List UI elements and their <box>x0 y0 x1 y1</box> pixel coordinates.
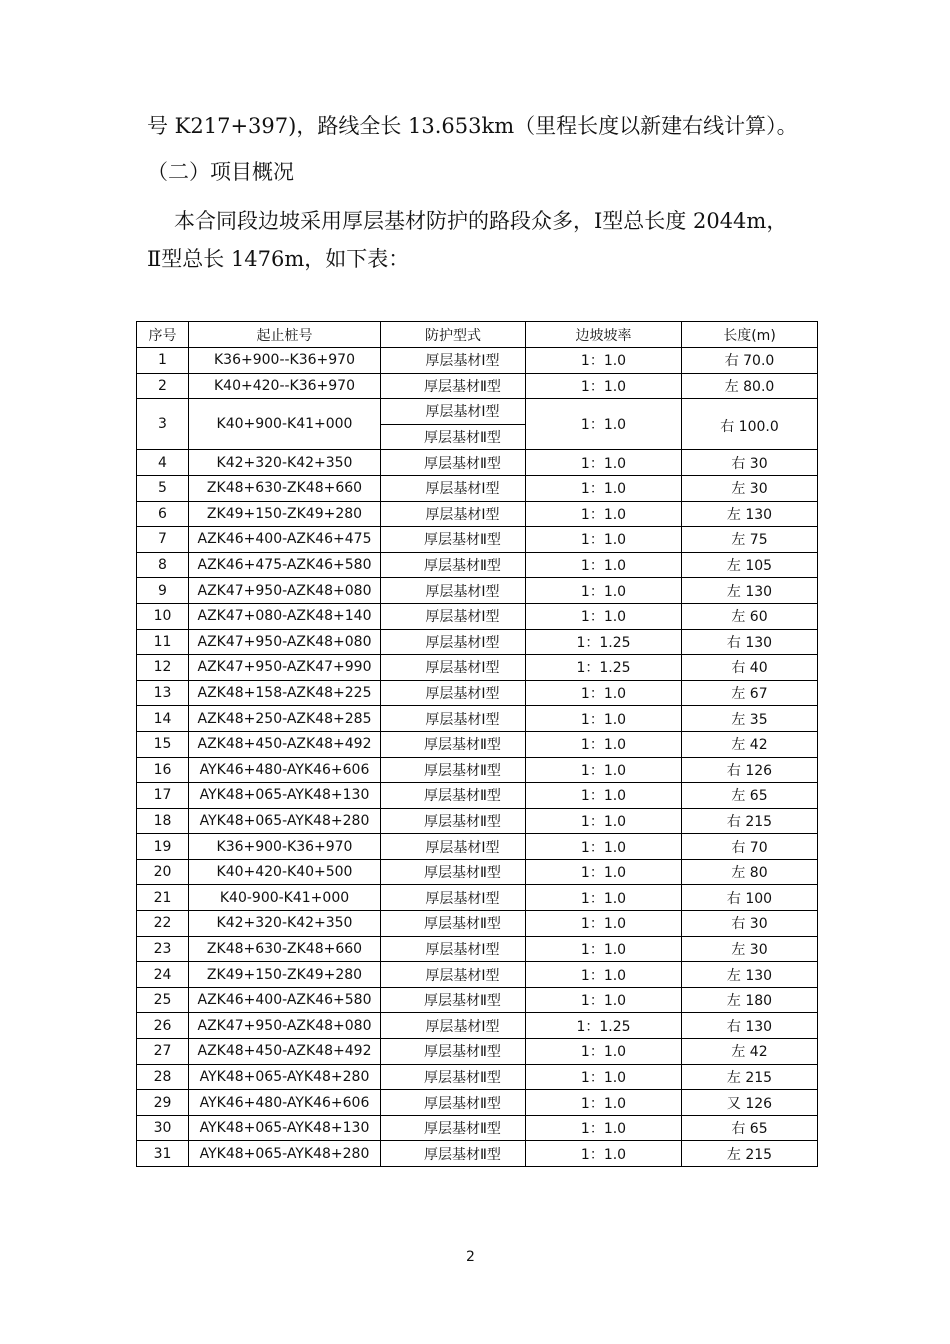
overview-paragraph-line-2: Ⅱ型总长 1476m，如下表： <box>147 247 410 271</box>
row-range: ZK49+150-ZK49+280 <box>189 501 381 527</box>
row-length: 左 42 <box>682 1039 818 1065</box>
row-slope: 1：1.0 <box>526 1090 682 1116</box>
table-row <box>137 1090 818 1116</box>
row-slope: 1：1.25 <box>526 629 682 655</box>
row-range: K36+900-K36+970 <box>189 834 381 860</box>
table-row <box>137 1013 818 1039</box>
row-length: 左 105 <box>682 552 818 578</box>
row-index: 13 <box>137 680 189 706</box>
row-length: 右 100.0 <box>682 399 818 450</box>
row-range: AZK48+158-AZK48+225 <box>189 680 381 706</box>
row-index: 12 <box>137 655 189 681</box>
row-length: 右 40 <box>682 655 818 681</box>
row-index: 20 <box>137 859 189 885</box>
row-length: 左 75 <box>682 527 818 553</box>
row-length: 右 70 <box>682 834 818 860</box>
row-index: 27 <box>137 1039 189 1065</box>
row-type: 厚层基材Ⅰ型 <box>381 578 526 604</box>
table-row <box>137 911 818 937</box>
row-range: AZK46+400-AZK46+475 <box>189 527 381 553</box>
row-index: 17 <box>137 783 189 809</box>
row-type: 厚层基材Ⅱ型 <box>381 373 526 399</box>
row-type: 厚层基材Ⅰ型 <box>381 885 526 911</box>
table-row <box>137 655 818 681</box>
table-row <box>137 706 818 732</box>
row-slope: 1：1.0 <box>526 834 682 860</box>
row-type-secondary: 厚层基材Ⅱ型 <box>381 424 526 450</box>
page-number: 2 <box>466 1249 475 1265</box>
header-range: 起止桩号 <box>189 322 381 348</box>
row-length: 左 130 <box>682 578 818 604</box>
row-slope: 1：1.0 <box>526 501 682 527</box>
row-index: 1 <box>137 348 189 374</box>
row-type: 厚层基材Ⅱ型 <box>381 1039 526 1065</box>
row-range: K40+420--K36+970 <box>189 373 381 399</box>
row-range: AZK48+250-AZK48+285 <box>189 706 381 732</box>
row-slope: 1：1.25 <box>526 655 682 681</box>
table-row <box>137 885 818 911</box>
row-index: 29 <box>137 1090 189 1116</box>
row-index: 31 <box>137 1141 189 1167</box>
row-index: 26 <box>137 1013 189 1039</box>
row-length: 左 35 <box>682 706 818 732</box>
row-index: 8 <box>137 552 189 578</box>
row-slope: 1：1.0 <box>526 911 682 937</box>
row-length: 右 30 <box>682 450 818 476</box>
row-index: 5 <box>137 475 189 501</box>
row-index: 28 <box>137 1064 189 1090</box>
row-index: 25 <box>137 987 189 1013</box>
row-type: 厚层基材Ⅰ型 <box>381 706 526 732</box>
table-body <box>137 348 818 1167</box>
row-slope: 1：1.0 <box>526 1141 682 1167</box>
row-index: 11 <box>137 629 189 655</box>
row-slope: 1：1.0 <box>526 680 682 706</box>
row-slope: 1：1.0 <box>526 987 682 1013</box>
row-slope: 1：1.0 <box>526 885 682 911</box>
row-slope: 1：1.0 <box>526 348 682 374</box>
row-range: AZK46+400-AZK46+580 <box>189 987 381 1013</box>
row-type: 厚层基材Ⅱ型 <box>381 1064 526 1090</box>
row-length: 右 130 <box>682 1013 818 1039</box>
row-type: 厚层基材Ⅱ型 <box>381 987 526 1013</box>
row-index: 23 <box>137 936 189 962</box>
header-type: 防护型式 <box>381 322 526 348</box>
table-row <box>137 859 818 885</box>
row-range: AYK48+065-AYK48+280 <box>189 1141 381 1167</box>
row-index: 6 <box>137 501 189 527</box>
row-length: 左 30 <box>682 475 818 501</box>
row-range: ZK48+630-ZK48+660 <box>189 936 381 962</box>
row-index: 4 <box>137 450 189 476</box>
row-range: K40+900-K41+000 <box>189 399 381 450</box>
row-range: AZK47+950-AZK47+990 <box>189 655 381 681</box>
row-index: 16 <box>137 757 189 783</box>
row-slope: 1：1.0 <box>526 936 682 962</box>
table-row <box>137 373 818 399</box>
row-slope: 1：1.0 <box>526 1064 682 1090</box>
row-type: 厚层基材Ⅰ型 <box>381 962 526 988</box>
row-type: 厚层基材Ⅱ型 <box>381 1115 526 1141</box>
row-type: 厚层基材Ⅰ型 <box>381 655 526 681</box>
table-row <box>137 603 818 629</box>
table-row <box>137 450 818 476</box>
row-index: 15 <box>137 731 189 757</box>
row-length: 右 65 <box>682 1115 818 1141</box>
row-type: 厚层基材Ⅰ型 <box>381 1013 526 1039</box>
row-index: 30 <box>137 1115 189 1141</box>
row-type: 厚层基材Ⅰ型 <box>381 399 526 425</box>
table-row <box>137 578 818 604</box>
table-row <box>137 680 818 706</box>
row-range: K42+320-K42+350 <box>189 450 381 476</box>
row-length: 左 67 <box>682 680 818 706</box>
row-type: 厚层基材Ⅱ型 <box>381 783 526 809</box>
row-index: 7 <box>137 527 189 553</box>
table-row <box>137 475 818 501</box>
row-range: AZK47+950-AZK48+080 <box>189 1013 381 1039</box>
intro-paragraph-line: 号 K217+397)，路线全长 13.653km（里程长度以新建右线计算）。 <box>147 114 798 138</box>
table-row <box>137 527 818 553</box>
row-length: 左 80 <box>682 859 818 885</box>
table-row <box>137 731 818 757</box>
row-type: 厚层基材Ⅰ型 <box>381 603 526 629</box>
row-length: 左 180 <box>682 987 818 1013</box>
table-row <box>137 399 818 425</box>
row-slope: 1：1.0 <box>526 527 682 553</box>
row-length: 又 126 <box>682 1090 818 1116</box>
table-row <box>137 1115 818 1141</box>
table-row <box>137 757 818 783</box>
table-row <box>137 501 818 527</box>
slope-protection-table <box>136 321 818 1167</box>
row-range: ZK49+150-ZK49+280 <box>189 962 381 988</box>
row-index: 9 <box>137 578 189 604</box>
row-slope: 1：1.0 <box>526 859 682 885</box>
row-length: 右 126 <box>682 757 818 783</box>
row-slope: 1：1.0 <box>526 1039 682 1065</box>
table-row <box>137 1141 818 1167</box>
row-type: 厚层基材Ⅰ型 <box>381 936 526 962</box>
row-range: AZK47+950-AZK48+080 <box>189 578 381 604</box>
row-range: AYK48+065-AYK48+130 <box>189 1115 381 1141</box>
row-range: AYK48+065-AYK48+130 <box>189 783 381 809</box>
row-range: AYK48+065-AYK48+280 <box>189 1064 381 1090</box>
row-length: 左 60 <box>682 603 818 629</box>
row-range: K36+900--K36+970 <box>189 348 381 374</box>
table-row <box>137 962 818 988</box>
row-slope: 1：1.0 <box>526 552 682 578</box>
row-range: ZK48+630-ZK48+660 <box>189 475 381 501</box>
table-row <box>137 1039 818 1065</box>
row-slope: 1：1.0 <box>526 1115 682 1141</box>
table-row <box>137 348 818 374</box>
row-range: AYK48+065-AYK48+280 <box>189 808 381 834</box>
row-slope: 1：1.0 <box>526 731 682 757</box>
row-range: K42+320-K42+350 <box>189 911 381 937</box>
header-index: 序号 <box>137 322 189 348</box>
row-range: AZK47+080-AZK48+140 <box>189 603 381 629</box>
row-slope: 1：1.0 <box>526 603 682 629</box>
row-type: 厚层基材Ⅰ型 <box>381 834 526 860</box>
row-type: 厚层基材Ⅱ型 <box>381 911 526 937</box>
row-slope: 1：1.0 <box>526 783 682 809</box>
row-length: 右 70.0 <box>682 348 818 374</box>
row-slope: 1：1.25 <box>526 1013 682 1039</box>
row-type: 厚层基材Ⅱ型 <box>381 1090 526 1116</box>
row-type: 厚层基材Ⅰ型 <box>381 501 526 527</box>
header-length: 长度(m) <box>682 322 818 348</box>
row-length: 左 130 <box>682 501 818 527</box>
table-row <box>137 783 818 809</box>
row-length: 左 80.0 <box>682 373 818 399</box>
row-index: 14 <box>137 706 189 732</box>
row-range: AZK48+450-AZK48+492 <box>189 1039 381 1065</box>
overview-paragraph-line-1: 本合同段边坡采用厚层基材防护的路段众多，Ⅰ型总长度 2044m， <box>174 209 788 233</box>
row-type: 厚层基材Ⅱ型 <box>381 731 526 757</box>
section-heading: （二）项目概况 <box>147 160 294 184</box>
row-index: 3 <box>137 399 189 450</box>
row-slope: 1：1.0 <box>526 706 682 732</box>
row-length: 右 215 <box>682 808 818 834</box>
row-type: 厚层基材Ⅱ型 <box>381 757 526 783</box>
row-index: 18 <box>137 808 189 834</box>
row-range: AZK46+475-AZK46+580 <box>189 552 381 578</box>
row-slope: 1：1.0 <box>526 373 682 399</box>
row-type: 厚层基材Ⅰ型 <box>381 629 526 655</box>
row-type: 厚层基材Ⅰ型 <box>381 475 526 501</box>
row-type: 厚层基材Ⅰ型 <box>381 348 526 374</box>
row-length: 右 100 <box>682 885 818 911</box>
row-index: 19 <box>137 834 189 860</box>
row-type: 厚层基材Ⅱ型 <box>381 527 526 553</box>
row-type: 厚层基材Ⅱ型 <box>381 808 526 834</box>
table-row <box>137 552 818 578</box>
row-index: 24 <box>137 962 189 988</box>
row-slope: 1：1.0 <box>526 475 682 501</box>
row-slope: 1：1.0 <box>526 578 682 604</box>
row-index: 10 <box>137 603 189 629</box>
table-row <box>137 1064 818 1090</box>
row-length: 左 215 <box>682 1141 818 1167</box>
row-range: K40-900-K41+000 <box>189 885 381 911</box>
row-type: 厚层基材Ⅱ型 <box>381 450 526 476</box>
row-range: K40+420-K40+500 <box>189 859 381 885</box>
row-slope: 1：1.0 <box>526 962 682 988</box>
row-length: 左 130 <box>682 962 818 988</box>
row-type: 厚层基材Ⅱ型 <box>381 1141 526 1167</box>
row-length: 右 30 <box>682 911 818 937</box>
table-row <box>137 987 818 1013</box>
row-slope: 1：1.0 <box>526 450 682 476</box>
row-index: 22 <box>137 911 189 937</box>
table-row <box>137 834 818 860</box>
row-slope: 1：1.0 <box>526 399 682 450</box>
header-slope: 边坡坡率 <box>526 322 682 348</box>
row-range: AZK47+950-AZK48+080 <box>189 629 381 655</box>
table-row <box>137 808 818 834</box>
table-header-row <box>137 322 818 348</box>
row-index: 21 <box>137 885 189 911</box>
row-range: AYK46+480-AYK46+606 <box>189 1090 381 1116</box>
table-row <box>137 936 818 962</box>
table-row <box>137 629 818 655</box>
row-length: 左 65 <box>682 783 818 809</box>
row-type: 厚层基材Ⅱ型 <box>381 859 526 885</box>
row-index: 2 <box>137 373 189 399</box>
row-length: 左 30 <box>682 936 818 962</box>
row-type: 厚层基材Ⅰ型 <box>381 680 526 706</box>
row-slope: 1：1.0 <box>526 757 682 783</box>
row-length: 左 215 <box>682 1064 818 1090</box>
row-slope: 1：1.0 <box>526 808 682 834</box>
row-range: AYK46+480-AYK46+606 <box>189 757 381 783</box>
row-length: 左 42 <box>682 731 818 757</box>
row-type: 厚层基材Ⅱ型 <box>381 552 526 578</box>
row-range: AZK48+450-AZK48+492 <box>189 731 381 757</box>
row-length: 右 130 <box>682 629 818 655</box>
